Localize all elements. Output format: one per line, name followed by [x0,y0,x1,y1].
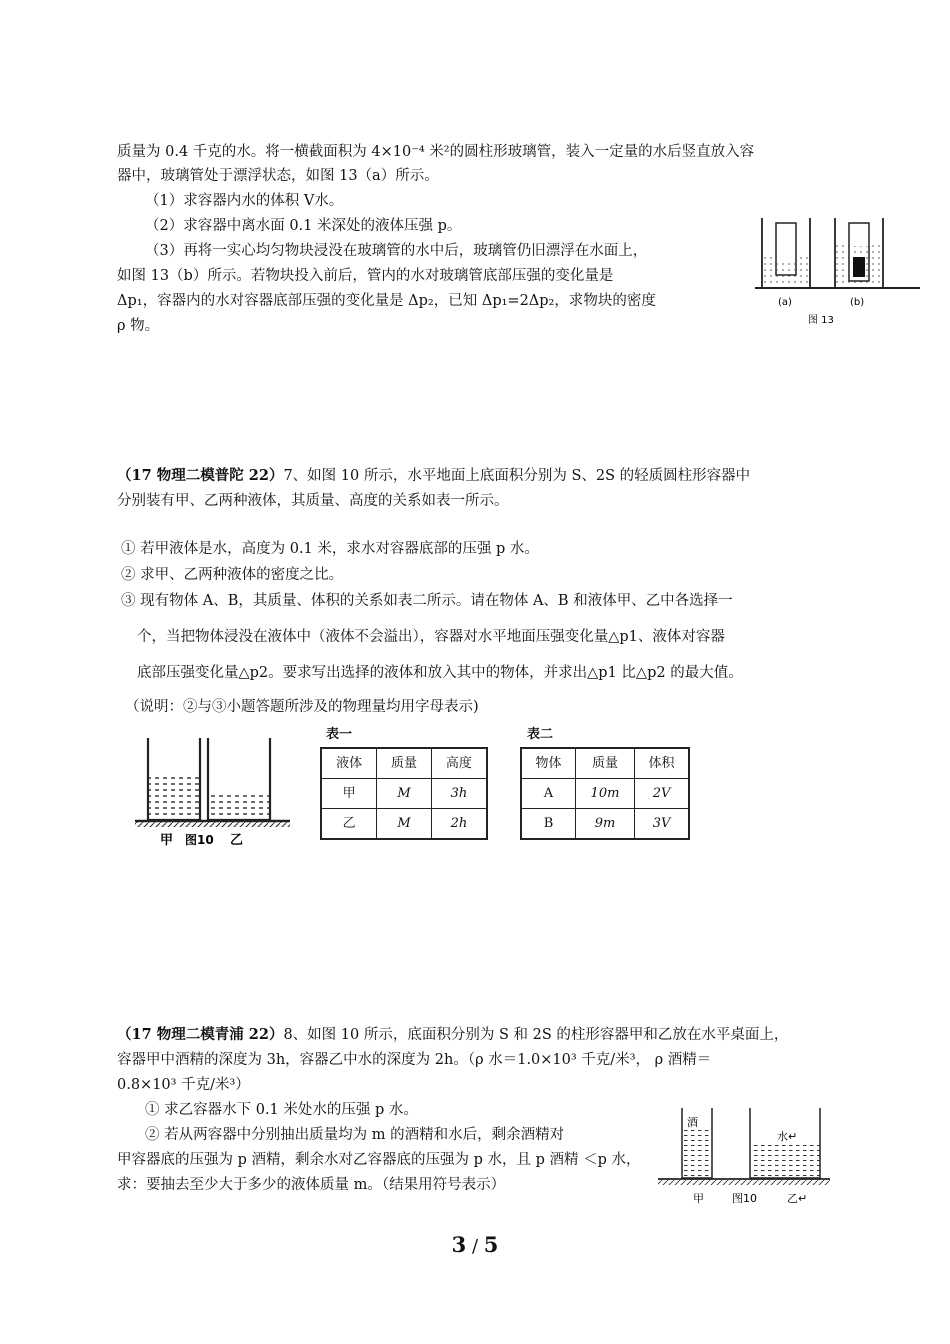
q1-item-3-line-3: Δp₁，容器内的水对容器底部压强的变化量是 Δp₂，已知 Δp₁=2Δp₂，求物块的密度 [117,293,656,309]
table-1-cell: 甲 [321,779,377,809]
table-1-row [321,779,487,809]
table-2-cell: 3V [635,809,689,840]
table-1-header-cell: 液体 [321,748,377,779]
q2-item-3-line-2: 个，当把物体浸没在液体中（液体不会溢出），容器对水平地面压强变化量△p1、液体对容器 [137,629,725,645]
q1-item-3-line-4: ρ 物。 [117,318,160,334]
q2-item-2: ② 求甲、乙两种液体的密度之比。 [121,567,344,583]
page-current: 3 [451,1232,467,1257]
table-1-cell: M [377,809,432,840]
figure-10-qingpu [655,1103,835,1213]
table-2-header-cell: 体积 [635,748,689,779]
page-separator: / [471,1236,479,1257]
q1-item-1: （1）求容器内水的体积 V水。 [145,193,344,209]
q1-item-2: （2）求容器中离水面 0.1 米深处的液体压强 p。 [145,218,462,234]
table-2-cell: 10m [575,779,634,809]
q1-item-3-line-2: 如图 13（b）所示。若物块投入前后，管内的水对玻璃管底部压强的变化量是 [117,268,614,284]
table-2-cell: B [521,809,575,840]
q2-source: （17 物理二模普陀 22） [117,467,284,484]
q2-text-line-1-body: 7、如图 10 所示，水平地面上底面积分别为 S、2S 的轻质圆柱形容器中 [283,468,751,484]
fig13-caption: 图 13 [808,315,834,326]
table-1-cell: 2h [431,809,487,840]
table-2-header-row [521,748,689,779]
q1-text-line-1: 质量为 0.4 千克的水。将一横截面积为 4×10⁻⁴ 米²的圆柱形玻璃管，装入一定量的水后竖直放入容 [117,144,755,160]
table-2-cell: 9m [575,809,634,840]
q3-item-2-line-1: ② 若从两容器中分别抽出质量均为 m 的酒精和水后，剩余酒精对 [145,1127,565,1143]
table-2 [520,747,690,840]
fig10-label-alcohol: 酒 [687,1116,698,1129]
fig10-water [750,1145,820,1178]
table-1-header-row [321,748,487,779]
fig13-label-b: (b) [850,297,865,308]
q3-item-1: ① 求乙容器水下 0.1 米处水的压强 p 水。 [145,1102,418,1118]
fig10-caption: 图10 [732,1192,757,1205]
fig13-label-a: (a) [778,297,792,308]
fig10-jia-liquid [148,777,200,820]
q2-item-3-line-1: ③ 现有物体 A、B，其质量、体积的关系如表二所示。请在物体 A、B 和液体甲、乙中各选择一 [121,593,733,609]
q3-text-line-1-body: 8、如图 10 所示，底面积分别为 S 和 2S 的柱形容器甲和乙放在水平桌面上， [283,1027,789,1043]
table-2-title: 表二 [527,727,554,742]
table-1-cell: M [377,779,432,809]
table-1-cell: 乙 [321,809,377,840]
q3-source: （17 物理二模青浦 22） [117,1026,284,1043]
fig10-label-yi: 乙 [230,833,244,848]
q3-text-line-2: 容器甲中酒精的深度为 3h，容器乙中水的深度为 2h。（ρ 水＝1.0×10³ 千克/米³， ρ 酒精＝ [117,1052,712,1068]
q2-item-3-line-3: 底部压强变化量△p2。要求写出选择的液体和放入其中的物体，并求出△p1 比△p2 的最大值。 [137,665,743,681]
fig13b-block [853,257,865,277]
fig10-alcohol [682,1130,712,1178]
table-2-cell: 2V [635,779,689,809]
page-number [0,1232,950,1260]
table-2-row [521,809,689,840]
fig10-yi-liquid [208,795,270,820]
table-1-header-cell: 质量 [377,748,432,779]
q3-text-line-1 [117,1022,788,1048]
q2-text-line-2: 分别装有甲、乙两种液体，其质量、高度的关系如表一所示。 [117,493,509,509]
q3-text-line-3: 0.8×10³ 千克/米³） [117,1077,250,1093]
q2-item-1: ① 若甲液体是水，高度为 0.1 米，求水对容器底部的压强 p 水。 [121,541,539,557]
page-total: 5 [483,1232,499,1257]
q1-text-line-2: 器中，玻璃管处于漂浮状态，如图 13（a）所示。 [117,168,439,184]
fig10-label-jia: 甲 [160,833,174,848]
fig10-caption: 图10 [185,833,214,847]
figure-10-putuo [130,733,310,851]
table-1-cell: 3h [431,779,487,809]
fig10-label-water: 水↵ [777,1130,798,1143]
q1-item-3-line-1: （3）再将一实心均匀物块浸没在玻璃管的水中后，玻璃管仍旧漂浮在水面上， [145,243,648,259]
q3-item-2-line-2: 甲容器底的压强为 p 酒精，剩余水对乙容器底的压强为 p 水，且 p 酒精 ＜p 水， [117,1152,641,1168]
q2-text-line-1 [117,463,750,489]
table-2-cell: A [521,779,575,809]
table-1-header-cell: 高度 [431,748,487,779]
q3-item-2-line-3: 求：要抽去至少大于多少的液体质量 m。（结果用符号表示） [117,1177,506,1193]
table-2-header-cell: 物体 [521,748,575,779]
table-2-row [521,779,689,809]
fig10-label-yi: 乙↵ [787,1192,808,1205]
fig10-label-jia: 甲 [693,1192,704,1205]
table-1-title: 表一 [326,727,353,742]
table-2-header-cell: 质量 [575,748,634,779]
figure-13 [750,213,925,333]
table-1 [320,747,488,840]
q2-note: （说明：②与③小题答题所涉及的物理量均用字母表示) [125,699,479,715]
table-1-row [321,809,487,840]
